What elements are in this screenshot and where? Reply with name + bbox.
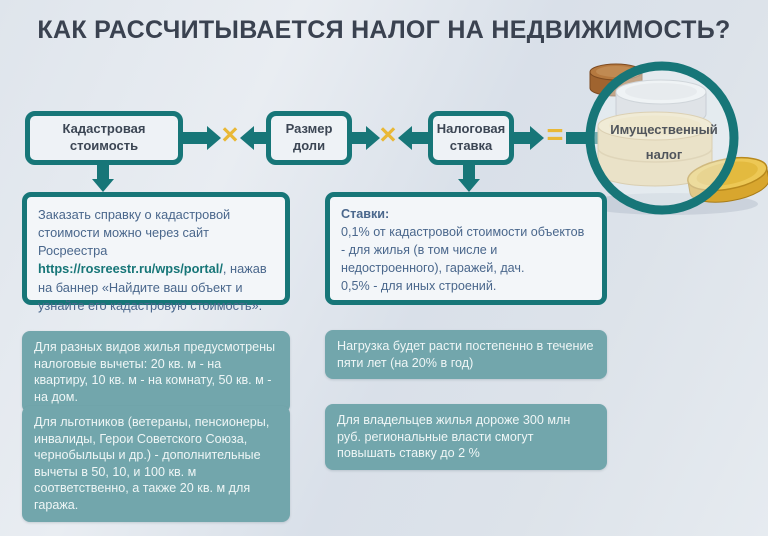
arrow-left-icon	[240, 126, 254, 150]
connector-bar	[412, 132, 428, 144]
note-expensive-housing	[325, 404, 607, 470]
formula-box-share-size	[266, 111, 352, 165]
connector-bar	[254, 132, 266, 144]
arrow-right-icon	[530, 126, 544, 150]
note-beneficiaries	[22, 406, 290, 522]
connector-bar	[352, 132, 366, 144]
formula-box-label: Кадастровая стоимость	[62, 121, 146, 153]
formula-result-label: Имущественный налог	[610, 122, 718, 162]
note-text: Для владельцев жилья дороже 300 млн руб. региональные власти смогут повышать ставку до 2 %	[337, 413, 571, 461]
connector-bar	[514, 132, 530, 144]
formula-box-label: Размер доли	[285, 121, 333, 153]
callout-rates-info	[325, 192, 607, 305]
rates-label: Ставки:	[341, 207, 390, 221]
formula-box-tax-rate	[428, 111, 514, 165]
arrow-down-icon	[458, 179, 480, 192]
connector-bar	[183, 132, 207, 144]
arrow-left-icon	[398, 126, 412, 150]
note-text: Нагрузка будет расти постепенно в течение пяти лет (на 20% в год)	[337, 339, 594, 370]
equals-sign: =	[546, 119, 564, 151]
formula-box-cadastral-value	[25, 111, 183, 165]
note-text: Для разных видов жилья предусмотрены налоговые вычеты: 20 кв. м - на квартиру, 10 кв. м - на комнату, 50 кв. м - на дом.	[34, 340, 276, 404]
callout-text: , нажав на баннер «Найдите ваш объект и узнайте его кадастровую стоимость».	[38, 261, 267, 313]
note-text: Для льготников (ветераны, пенсионеры, инвалиды, Герои Советского Союза, чернобыльцы и др.) - дополнительные вычеты в 50, 10, и 100 кв. м соответственно, а также 20 кв. м для гаража.	[34, 415, 270, 513]
rates-line: 0,1% от кадастровой стоимости объектов - для жилья (в том числе и недостроенного), гаражей, дач.	[341, 224, 585, 275]
callout-cadastral-info	[22, 192, 290, 313]
callout-text: Заказать справку о кадастровой стоимости можно через сайт Росреестра	[38, 207, 231, 259]
multiply-sign: ×	[221, 119, 239, 151]
rates-line: 0,5% - для иных строений.	[341, 278, 497, 293]
connector-bar	[97, 165, 109, 179]
multiply-sign: ×	[379, 119, 397, 151]
note-gradual-increase	[325, 330, 607, 379]
rosreestr-link[interactable]: https://rosreestr.ru/wps/portal/	[38, 261, 223, 277]
connector-bar	[463, 165, 475, 179]
page-title: КАК РАССЧИТЫВАЕТСЯ НАЛОГ НА НЕДВИЖИМОСТЬ?	[37, 16, 731, 44]
formula-box-label: Налоговая ставка	[436, 121, 506, 153]
arrow-down-icon	[92, 179, 114, 192]
note-deductions	[22, 331, 290, 413]
